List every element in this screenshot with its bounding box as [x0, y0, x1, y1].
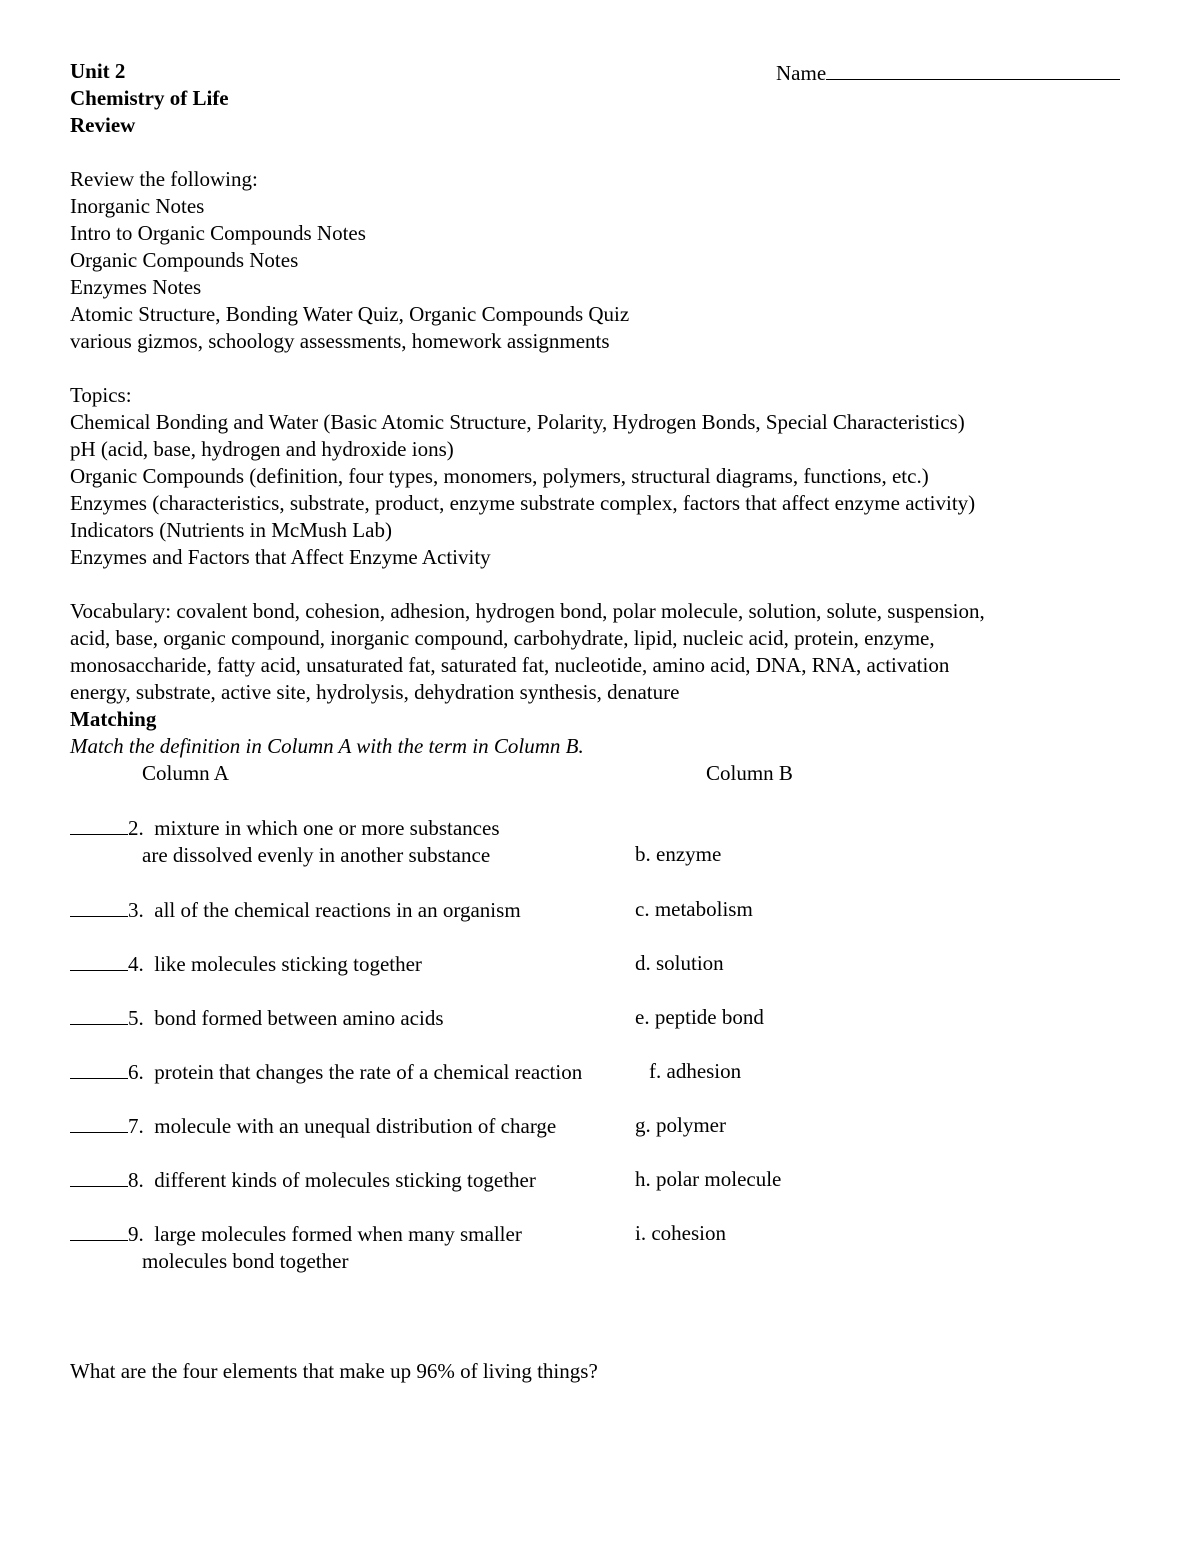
name-field[interactable]: [776, 58, 1120, 87]
answer-blank[interactable]: [70, 1004, 128, 1025]
vocabulary-line: monosaccharide, fatty acid, unsaturated fat, saturated fat, nucleotide, amino acid, DNA, RNA, activation: [70, 653, 950, 677]
answer-blank[interactable]: [70, 896, 128, 917]
unit-label: Unit 2: [70, 59, 126, 83]
answer-blank[interactable]: [70, 950, 128, 971]
matching-item: 8. different kinds of molecules sticking together h. polar molecule: [70, 1166, 1140, 1220]
worksheet-page: [70, 58, 1140, 1301]
answer-blank[interactable]: [70, 1220, 128, 1241]
matching-item: 6. protein that changes the rate of a chemical reaction f. adhesion: [70, 1058, 1140, 1112]
answer-blank[interactable]: [70, 814, 128, 835]
term-text: g. polymer: [635, 1113, 726, 1137]
vocabulary-line: Vocabulary: covalent bond, cohesion, adhesion, hydrogen bond, polar molecule, solution, solute, suspension,: [70, 599, 985, 623]
answer-blank[interactable]: [70, 1112, 128, 1133]
review-item: Enzymes Notes: [70, 275, 202, 299]
matching-item: 7. molecule with an unequal distribution of charge g. polymer: [70, 1112, 1140, 1166]
definition-text: all of the chemical reactions in an organism: [154, 898, 521, 922]
vocabulary-line: acid, base, organic compound, inorganic compound, carbohydrate, lipid, nucleic acid, protein, enzyme,: [70, 626, 935, 650]
definition-text: protein that changes the rate of a chemical reaction: [154, 1060, 583, 1084]
matching-instructions: Match the definition in Column A with the term in Column B.: [70, 734, 584, 758]
answer-blank[interactable]: [70, 1166, 128, 1187]
topic-item: Enzymes and Factors that Affect Enzyme Activity: [70, 545, 491, 569]
column-b-header: Column B: [706, 761, 793, 785]
answer-blank[interactable]: [70, 1058, 128, 1079]
term-text: i. cohesion: [635, 1221, 726, 1245]
term-text: f. adhesion: [649, 1059, 742, 1083]
definition-text: molecule with an unequal distribution of charge: [154, 1114, 557, 1138]
matching-heading: Matching: [70, 707, 157, 731]
definition-text: bond formed between amino acids: [154, 1006, 444, 1030]
header-row: [70, 58, 1140, 85]
definition-text: like molecules sticking together: [154, 952, 422, 976]
vocabulary-line: energy, substrate, active site, hydrolysis, dehydration synthesis, denature: [70, 680, 680, 704]
column-headers: [70, 760, 1140, 787]
term-text: h. polar molecule: [635, 1167, 782, 1191]
review-item: Atomic Structure, Bonding Water Quiz, Organic Compounds Quiz: [70, 302, 630, 326]
worksheet-title: Chemistry of Life: [70, 86, 229, 110]
matching-item: 5. bond formed between amino acids e. peptide bond: [70, 1004, 1140, 1058]
matching-item: 4. like molecules sticking together d. solution: [70, 950, 1140, 1004]
matching-item: 2. mixture in which one or more substances are dissolved evenly in another substance b. enzyme: [70, 814, 1140, 896]
topic-item: pH (acid, base, hydrogen and hydroxide ions): [70, 437, 454, 461]
topic-item: Organic Compounds (definition, four types, monomers, polymers, structural diagrams, functions, etc.): [70, 464, 929, 488]
topic-item: Chemical Bonding and Water (Basic Atomic Structure, Polarity, Hydrogen Bonds, Special Characteristics): [70, 410, 965, 434]
definition-continuation: molecules bond together: [142, 1249, 349, 1273]
matching-item: 9. large molecules formed when many smaller molecules bond together i. cohesion: [70, 1220, 1140, 1301]
definition-continuation: are dissolved evenly in another substance: [142, 843, 491, 867]
review-item: Organic Compounds Notes: [70, 248, 299, 272]
matching-item: 3. all of the chemical reactions in an organism c. metabolism: [70, 896, 1140, 950]
review-item: Intro to Organic Compounds Notes: [70, 221, 366, 245]
worksheet-subtitle: Review: [70, 113, 136, 137]
definition-text: large molecules formed when many smaller: [154, 1222, 522, 1246]
name-blank-line[interactable]: [826, 58, 1120, 80]
column-a-header: Column A: [142, 761, 229, 785]
topic-item: Indicators (Nutrients in McMush Lab): [70, 518, 392, 542]
review-item: Inorganic Notes: [70, 194, 205, 218]
term-text: c. metabolism: [635, 897, 753, 921]
name-label: Name: [776, 61, 827, 85]
review-intro: Review the following:: [70, 167, 258, 191]
definition-text: mixture in which one or more substances: [154, 816, 500, 840]
term-text: e. peptide bond: [635, 1005, 764, 1029]
review-item: various gizmos, schoology assessments, homework assignments: [70, 329, 610, 353]
definition-text: different kinds of molecules sticking together: [154, 1168, 536, 1192]
topic-item: Enzymes (characteristics, substrate, product, enzyme substrate complex, factors that affect enzyme activity): [70, 491, 976, 515]
elements-question: What are the four elements that make up 96% of living things?: [70, 1359, 598, 1383]
term-text: b. enzyme: [635, 842, 722, 866]
topics-label: Topics:: [70, 383, 132, 407]
term-text: d. solution: [635, 951, 724, 975]
